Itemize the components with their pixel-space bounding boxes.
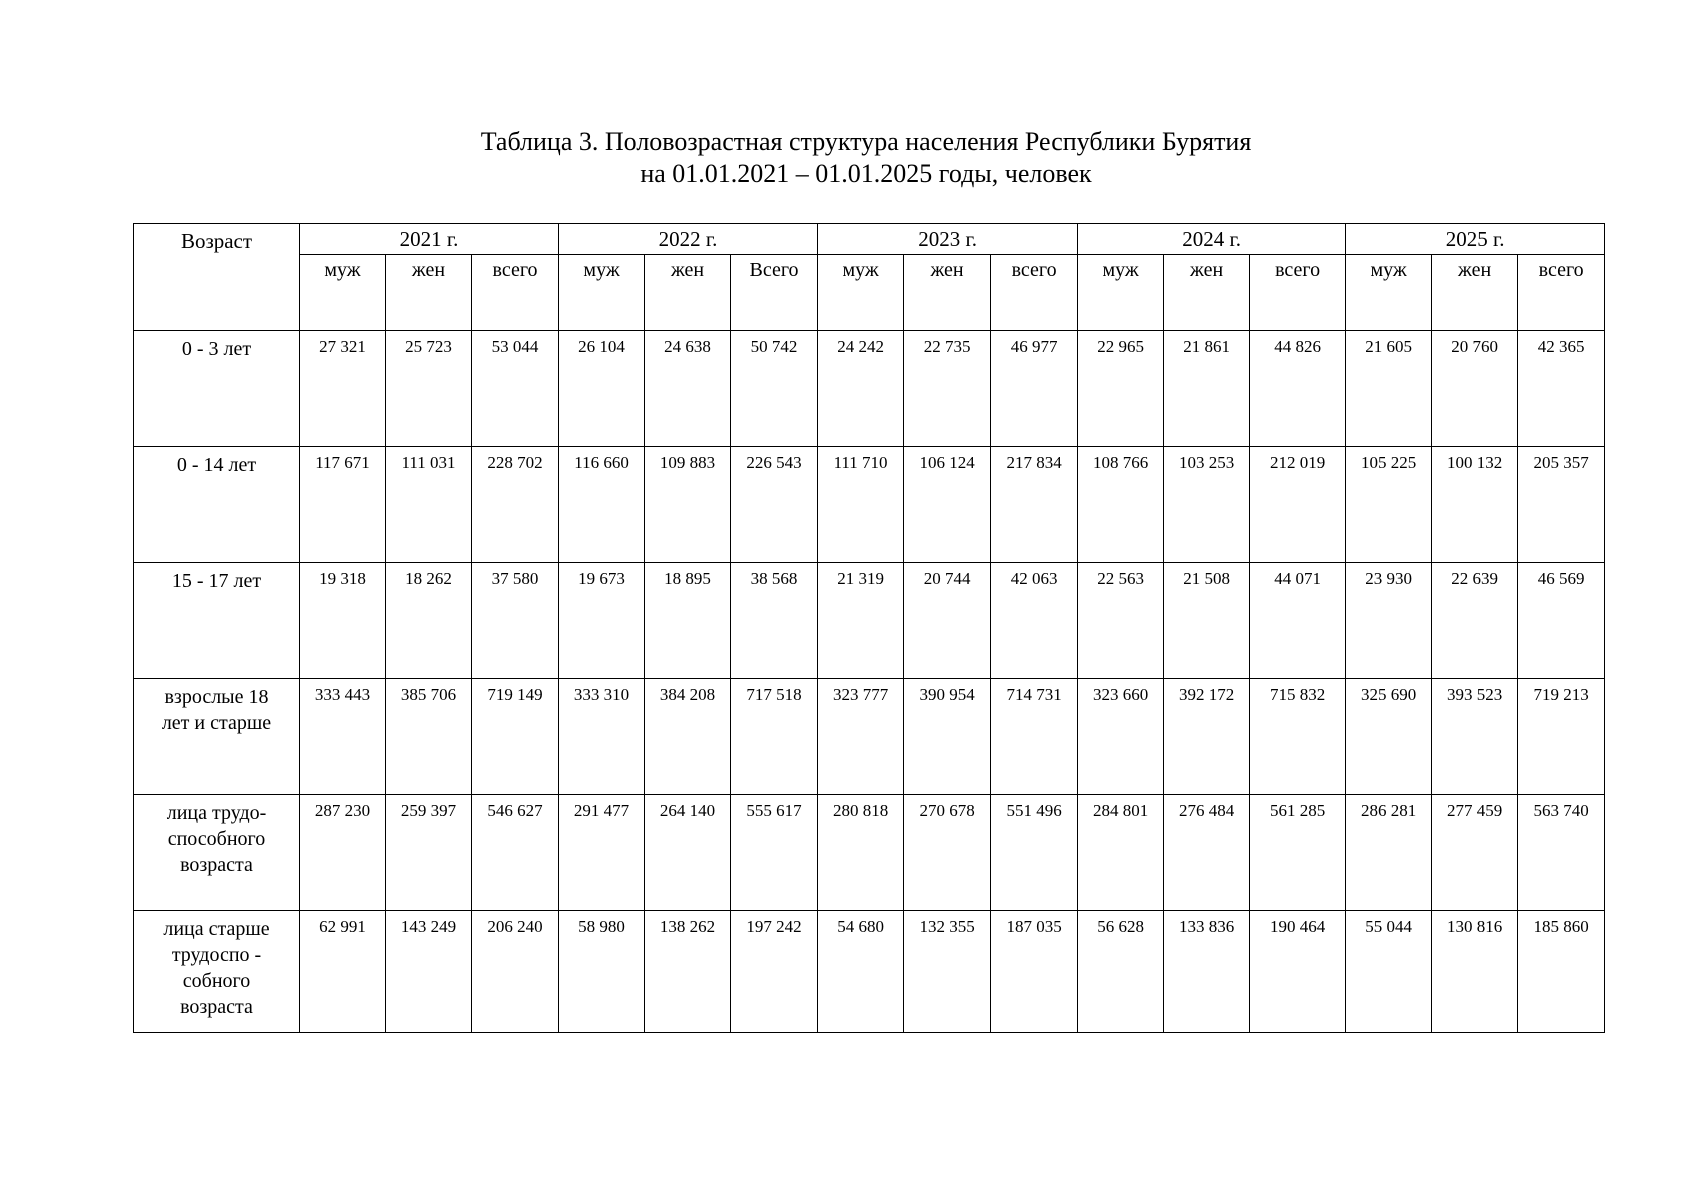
age-group-label-line: лица трудо- <box>166 802 267 824</box>
value-cell: 22 735 <box>904 331 991 447</box>
value-cell: 116 660 <box>559 447 645 563</box>
age-group-label-line: трудоспо - <box>171 944 262 966</box>
value-cell: 719 213 <box>1518 679 1605 795</box>
value-cell: 546 627 <box>472 795 559 911</box>
female-column-header: жен <box>386 255 472 331</box>
value-cell: 187 035 <box>991 911 1078 1033</box>
value-cell: 563 740 <box>1518 795 1605 911</box>
value-cell: 291 477 <box>559 795 645 911</box>
value-cell: 276 484 <box>1164 795 1250 911</box>
female-column-header: жен <box>645 255 731 331</box>
value-cell: 392 172 <box>1164 679 1250 795</box>
value-cell: 385 706 <box>386 679 472 795</box>
value-cell: 212 019 <box>1250 447 1346 563</box>
age-group-cell <box>134 331 300 447</box>
age-group-cell <box>134 563 300 679</box>
total-column-header: всего <box>1518 255 1605 331</box>
value-cell: 22 563 <box>1078 563 1164 679</box>
value-cell: 105 225 <box>1346 447 1432 563</box>
year-header: 2024 г. <box>1078 224 1346 255</box>
female-column-header: жен <box>1432 255 1518 331</box>
value-cell: 23 930 <box>1346 563 1432 679</box>
value-cell: 323 660 <box>1078 679 1164 795</box>
age-group-label-line: возраста <box>180 854 253 876</box>
value-cell: 264 140 <box>645 795 731 911</box>
male-column-header: муж <box>818 255 904 331</box>
value-cell: 111 710 <box>818 447 904 563</box>
value-cell: 58 980 <box>559 911 645 1033</box>
table-row <box>134 795 1605 911</box>
value-cell: 226 543 <box>731 447 818 563</box>
value-cell: 206 240 <box>472 911 559 1033</box>
total-column-header: Всего <box>731 255 818 331</box>
table-caption <box>0 126 1698 190</box>
value-cell: 56 628 <box>1078 911 1164 1033</box>
value-cell: 19 673 <box>559 563 645 679</box>
age-group-cell <box>134 679 300 795</box>
value-cell: 323 777 <box>818 679 904 795</box>
table-row <box>134 563 1605 679</box>
year-header: 2022 г. <box>559 224 818 255</box>
value-cell: 44 826 <box>1250 331 1346 447</box>
value-cell: 228 702 <box>472 447 559 563</box>
age-column-header: Возраст <box>134 224 300 331</box>
table-row <box>134 679 1605 795</box>
value-cell: 333 443 <box>300 679 386 795</box>
value-cell: 21 861 <box>1164 331 1250 447</box>
value-cell: 325 690 <box>1346 679 1432 795</box>
value-cell: 130 816 <box>1432 911 1518 1033</box>
value-cell: 555 617 <box>731 795 818 911</box>
value-cell: 190 464 <box>1250 911 1346 1033</box>
year-header: 2023 г. <box>818 224 1078 255</box>
age-group-label-line: взрослые 18 <box>164 686 269 708</box>
value-cell: 53 044 <box>472 331 559 447</box>
age-group-label-line: 15 - 17 лет <box>171 570 262 592</box>
age-group-label-line: лет и старше <box>161 712 272 734</box>
total-column-header: всего <box>472 255 559 331</box>
value-cell: 24 638 <box>645 331 731 447</box>
value-cell: 22 639 <box>1432 563 1518 679</box>
value-cell: 551 496 <box>991 795 1078 911</box>
value-cell: 100 132 <box>1432 447 1518 563</box>
table-row <box>134 331 1605 447</box>
value-cell: 333 310 <box>559 679 645 795</box>
value-cell: 21 605 <box>1346 331 1432 447</box>
value-cell: 277 459 <box>1432 795 1518 911</box>
age-group-label-line: возраста <box>180 996 253 1018</box>
value-cell: 46 569 <box>1518 563 1605 679</box>
age-group-label-line: лица старше <box>163 918 270 940</box>
value-cell: 719 149 <box>472 679 559 795</box>
male-column-header: муж <box>1078 255 1164 331</box>
value-cell: 111 031 <box>386 447 472 563</box>
male-column-header: муж <box>1346 255 1432 331</box>
value-cell: 217 834 <box>991 447 1078 563</box>
value-cell: 117 671 <box>300 447 386 563</box>
value-cell: 27 321 <box>300 331 386 447</box>
value-cell: 714 731 <box>991 679 1078 795</box>
value-cell: 103 253 <box>1164 447 1250 563</box>
value-cell: 18 895 <box>645 563 731 679</box>
value-cell: 24 242 <box>818 331 904 447</box>
value-cell: 287 230 <box>300 795 386 911</box>
value-cell: 37 580 <box>472 563 559 679</box>
value-cell: 270 678 <box>904 795 991 911</box>
value-cell: 18 262 <box>386 563 472 679</box>
female-column-header: жен <box>1164 255 1250 331</box>
value-cell: 717 518 <box>731 679 818 795</box>
value-cell: 393 523 <box>1432 679 1518 795</box>
age-group-label-line: 0 - 14 лет <box>176 454 257 476</box>
value-cell: 26 104 <box>559 331 645 447</box>
value-cell: 561 285 <box>1250 795 1346 911</box>
value-cell: 106 124 <box>904 447 991 563</box>
value-cell: 384 208 <box>645 679 731 795</box>
female-column-header: жен <box>904 255 991 331</box>
value-cell: 133 836 <box>1164 911 1250 1033</box>
table-row <box>134 447 1605 563</box>
caption-line-1: Таблица 3. Половозрастная структура населения Республики Бурятия <box>480 127 1252 156</box>
value-cell: 280 818 <box>818 795 904 911</box>
table-row <box>134 911 1605 1033</box>
value-cell: 715 832 <box>1250 679 1346 795</box>
age-group-label-line: собного <box>182 970 251 992</box>
value-cell: 185 860 <box>1518 911 1605 1033</box>
value-cell: 54 680 <box>818 911 904 1033</box>
value-cell: 132 355 <box>904 911 991 1033</box>
age-group-label-line: 0 - 3 лет <box>181 338 252 360</box>
total-column-header: всего <box>1250 255 1346 331</box>
value-cell: 42 063 <box>991 563 1078 679</box>
year-header: 2021 г. <box>300 224 559 255</box>
value-cell: 197 242 <box>731 911 818 1033</box>
value-cell: 108 766 <box>1078 447 1164 563</box>
year-header: 2025 г. <box>1346 224 1605 255</box>
value-cell: 42 365 <box>1518 331 1605 447</box>
age-group-cell <box>134 795 300 911</box>
value-cell: 21 508 <box>1164 563 1250 679</box>
value-cell: 109 883 <box>645 447 731 563</box>
value-cell: 44 071 <box>1250 563 1346 679</box>
sex-header-row <box>134 255 1605 331</box>
table-body <box>134 331 1605 1033</box>
population-table <box>133 223 1605 1033</box>
value-cell: 38 568 <box>731 563 818 679</box>
male-column-header: муж <box>300 255 386 331</box>
value-cell: 55 044 <box>1346 911 1432 1033</box>
value-cell: 19 318 <box>300 563 386 679</box>
value-cell: 20 760 <box>1432 331 1518 447</box>
value-cell: 259 397 <box>386 795 472 911</box>
value-cell: 20 744 <box>904 563 991 679</box>
value-cell: 62 991 <box>300 911 386 1033</box>
value-cell: 138 262 <box>645 911 731 1033</box>
age-group-cell <box>134 911 300 1033</box>
value-cell: 390 954 <box>904 679 991 795</box>
male-column-header: муж <box>559 255 645 331</box>
value-cell: 143 249 <box>386 911 472 1033</box>
year-header-row <box>134 224 1605 255</box>
value-cell: 46 977 <box>991 331 1078 447</box>
total-column-header: всего <box>991 255 1078 331</box>
age-group-label-line: способного <box>167 828 266 850</box>
age-group-cell <box>134 447 300 563</box>
value-cell: 284 801 <box>1078 795 1164 911</box>
value-cell: 25 723 <box>386 331 472 447</box>
value-cell: 50 742 <box>731 331 818 447</box>
caption-line-2: на 01.01.2021 – 01.01.2025 годы, человек <box>640 159 1092 188</box>
value-cell: 205 357 <box>1518 447 1605 563</box>
value-cell: 21 319 <box>818 563 904 679</box>
value-cell: 286 281 <box>1346 795 1432 911</box>
value-cell: 22 965 <box>1078 331 1164 447</box>
